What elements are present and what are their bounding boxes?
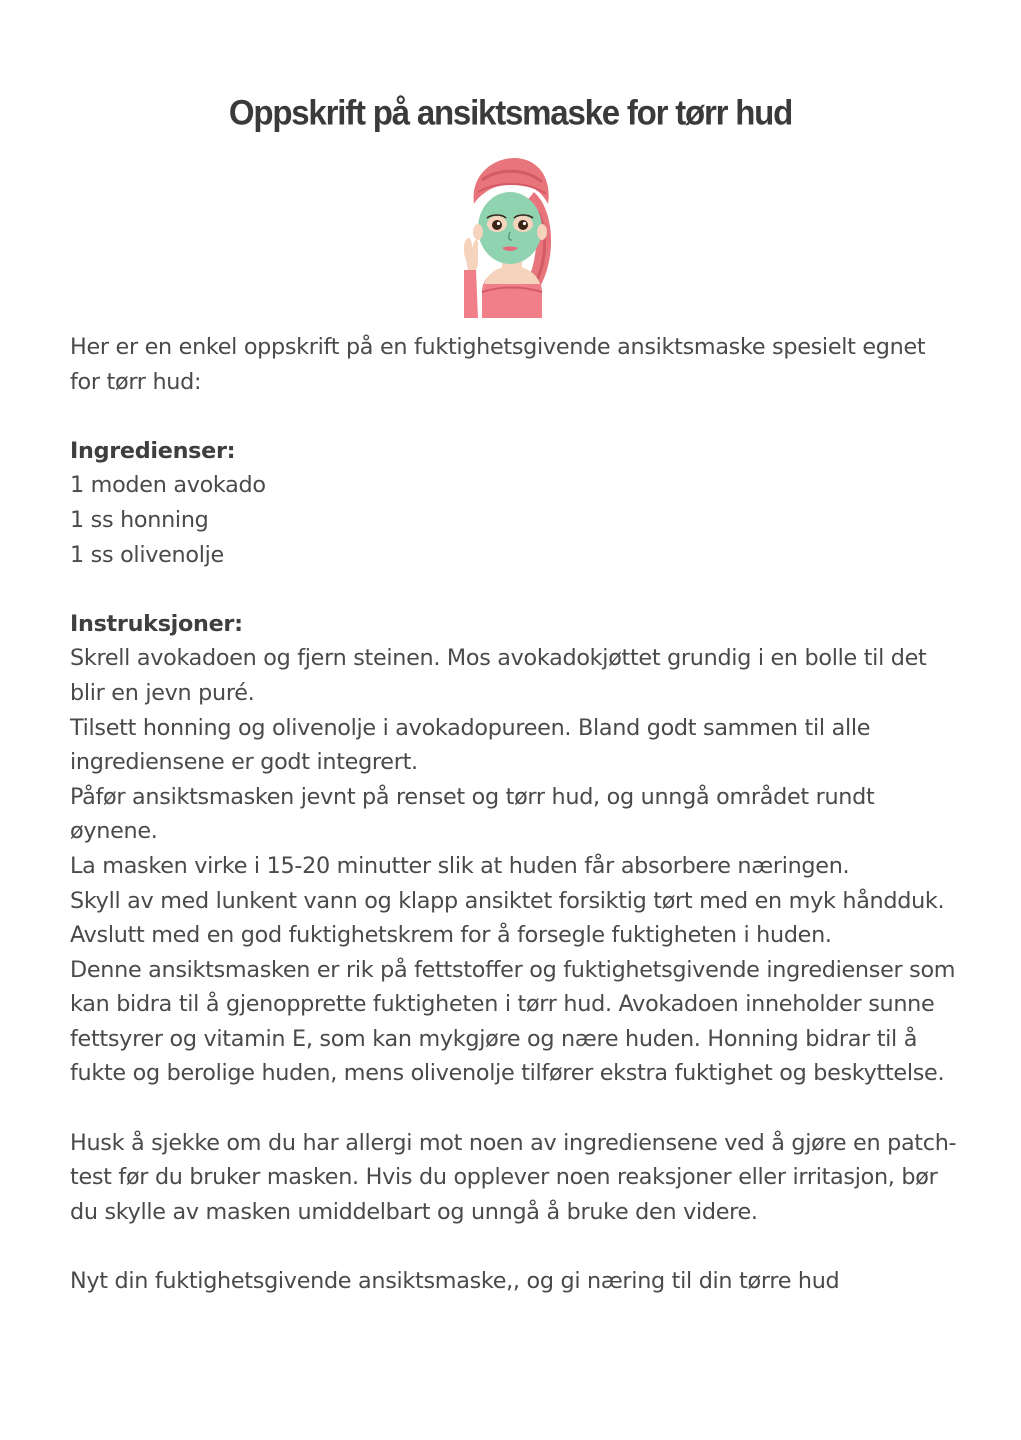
instruction-line: La masken virke i 15-20 minutter slik at huden får absorbere næringen. — [70, 852, 850, 879]
ingredient-item: 1 ss olivenolje — [70, 541, 224, 568]
ingredient-item: 1 ss honning — [70, 506, 209, 533]
closing-paragraph: Nyt din fuktighetsgivende ansiktsmaske,, og gi næring til din tørre hud — [70, 1268, 840, 1295]
ingredients-heading: Ingredienser: — [70, 437, 236, 464]
warning-paragraph: Husk å sjekke om du har allergi mot noen av ingrediensene ved å gjøre en patch-test før du bruker masken. Hvis du opplever noen reaksjoner eller irritasjon, bør du skylle av masken umiddelbart og unngå å bruke den videre. — [70, 1129, 957, 1225]
recipe-body — [70, 330, 960, 1299]
instructions-heading: Instruksjoner: — [70, 610, 243, 637]
instruction-line: Skyll av med lunkent vann og klapp ansiktet forsiktig tørt med en myk håndduk. — [70, 887, 945, 914]
instruction-line: Påfør ansiktsmasken jevnt på renset og tørr hud, og unngå området rundt øynene. — [70, 783, 875, 845]
instruction-line: Skrell avokadoen og fjern steinen. Mos avokadokjøttet grundig i en bolle til det blir en jevn puré. — [70, 645, 927, 706]
instruction-line: Denne ansiktsmasken er rik på fettstoffer og fuktighetsgivende ingredienser som kan bidra til å gjenopprette fuktigheten i tørr hud. Avokadoen inneholder sunne fettsyrer og vitamin E, som kan mykgjøre og nære huden. Honning bidrar til å fukte og berolige huden, mens olivenolje tilfører ekstra fuktighet og beskyttelse. — [70, 956, 956, 1087]
instruction-line: Avslutt med en god fuktighetskrem for å forsegle fuktigheten i huden. — [70, 922, 832, 949]
ingredient-item: 1 moden avokado — [70, 472, 266, 499]
intro-paragraph: Her er en enkel oppskrift på en fuktighetsgivende ansiktsmaske spesielt egnet for tørr hud: — [70, 334, 926, 395]
woman-face-mask-icon — [452, 152, 570, 318]
instruction-line: Tilsett honning og olivenolje i avokadopureen. Bland godt sammen til alle ingrediensene er godt integrert. — [70, 714, 871, 776]
page-title: Oppskrift på ansiktsmaske for tørr hud — [228, 92, 793, 132]
